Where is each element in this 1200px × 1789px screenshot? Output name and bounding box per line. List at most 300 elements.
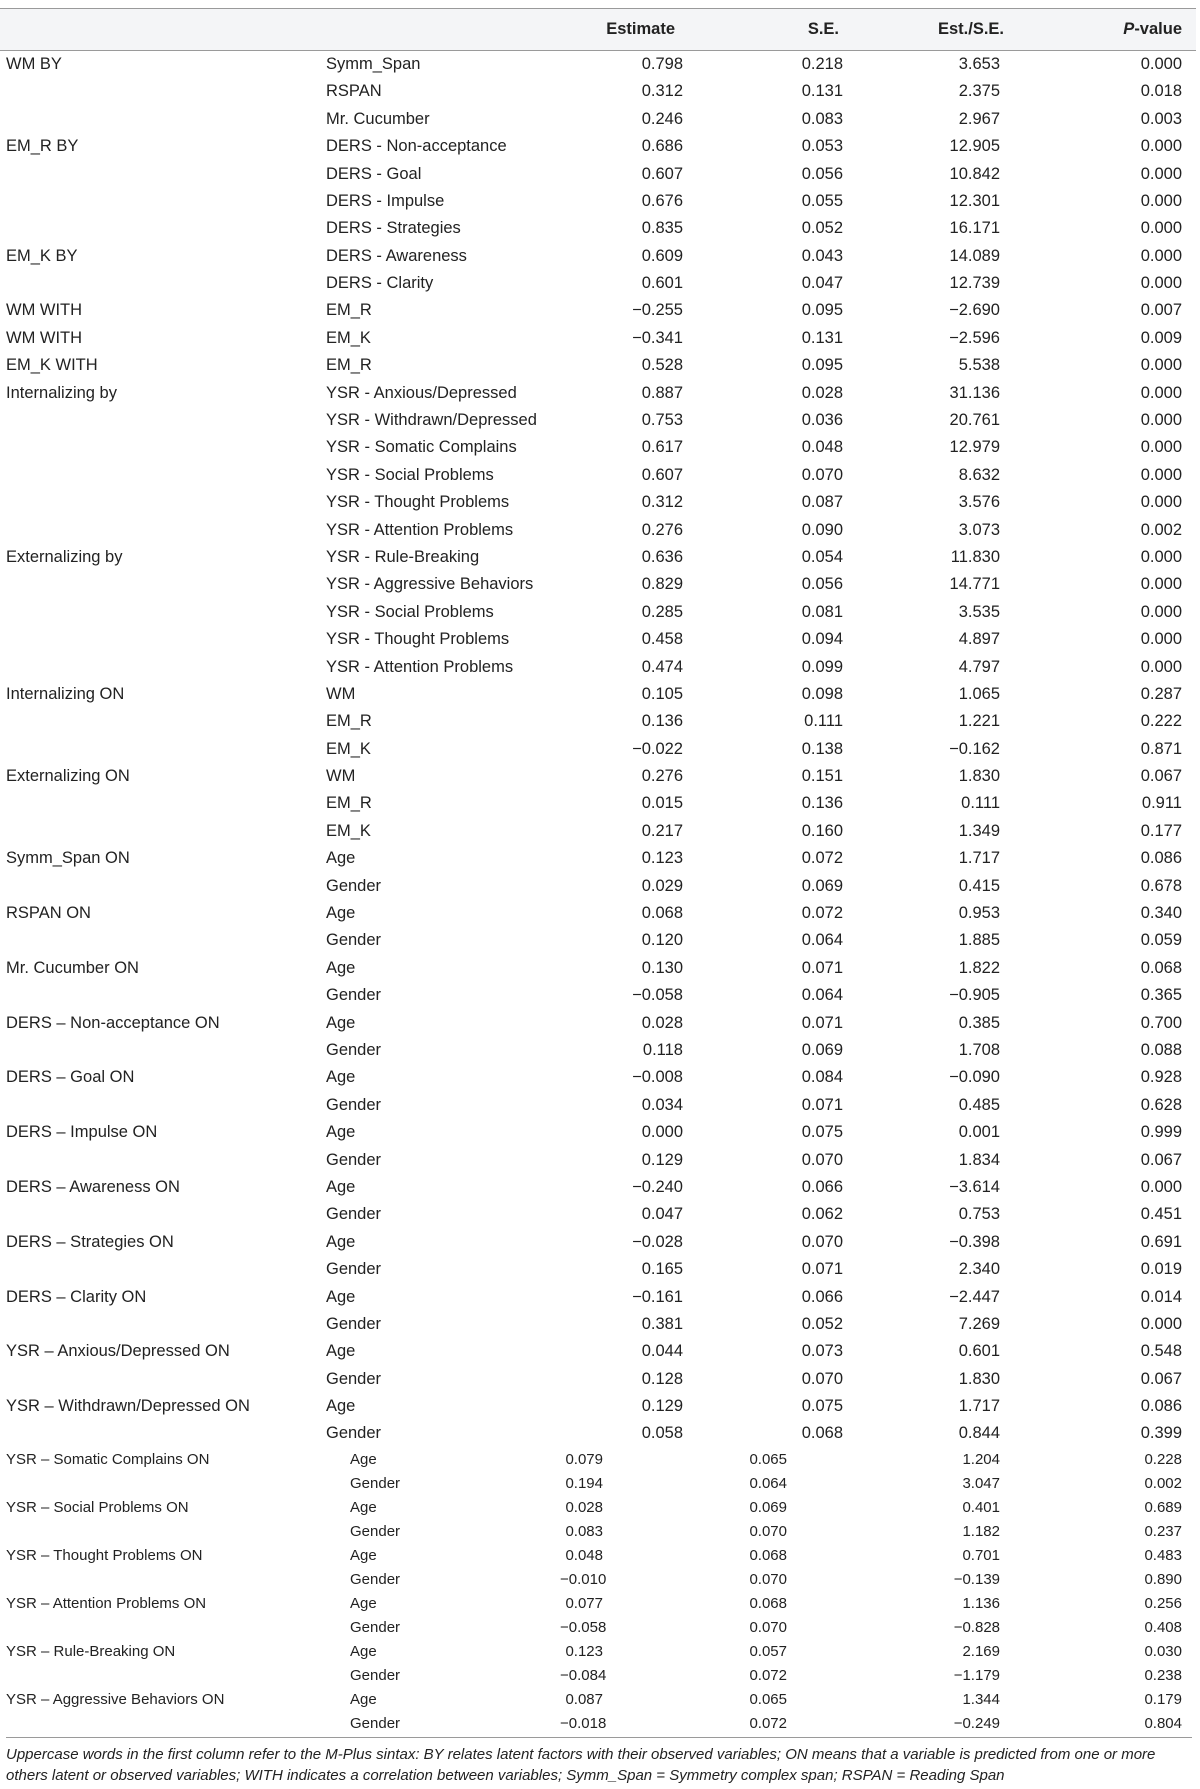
row-estimate: 0.105 [641,684,683,703]
row-label: YSR – Attention Problems ON [6,1594,207,1612]
table-row [0,1283,1196,1310]
row-variable: Gender [326,1314,382,1333]
header-p-rest: -value [1134,20,1182,38]
row-se: 0.070 [801,1232,843,1251]
table-row [0,352,1196,379]
row-estimate: 0.312 [641,493,683,512]
row-p-value: 0.890 [1144,1570,1182,1588]
row-label: Externalizing by [6,547,123,566]
row-label [0,653,320,680]
row-se: 0.064 [801,931,843,950]
row-label [0,270,320,297]
row-p-value: 0.068 [1140,958,1182,977]
row-est-se-ratio: 11.830 [950,547,1000,566]
row-estimate: −0.058 [560,1618,607,1636]
row-estimate: 0.058 [641,1424,683,1443]
row-se: 0.066 [801,1177,843,1196]
table-row [0,1393,1196,1420]
row-estimate: 0.835 [641,219,683,238]
table-row [0,708,1196,735]
row-estimate: 0.028 [565,1498,603,1516]
table-row [0,51,1196,78]
row-variable: YSR - Rule-Breaking [326,547,480,566]
row-p-value: 0.019 [1140,1260,1182,1279]
table-row [0,1543,1196,1567]
table-row [0,1471,1196,1495]
row-estimate: 0.029 [641,876,683,895]
row-est-se-ratio: −0.398 [949,1232,1000,1251]
row-se: 0.099 [801,657,843,676]
row-variable: Age [350,1450,377,1468]
row-p-value: 0.628 [1140,1095,1182,1114]
row-p-value: 0.000 [1140,164,1182,183]
row-p-value: 0.999 [1140,1123,1182,1142]
row-est-se-ratio: 1.834 [958,1150,1000,1169]
table-row [0,900,1196,927]
row-est-se-ratio: 1.708 [958,1041,1000,1059]
row-se: 0.069 [801,876,843,895]
row-variable: Age [326,1342,356,1361]
row-estimate: 0.194 [565,1474,603,1492]
row-se: 0.066 [801,1287,843,1306]
row-variable: DERS - Impulse [326,191,445,210]
row-estimate: 0.617 [641,438,683,457]
row-se: 0.160 [801,821,843,840]
row-est-se-ratio: 1.136 [962,1594,1000,1612]
row-label: YSR – Social Problems ON [6,1498,189,1516]
table-row [0,872,1196,899]
table-row [0,1119,1196,1146]
row-estimate: 0.044 [641,1342,683,1361]
row-variable: EM_K [326,821,371,840]
row-est-se-ratio: 20.761 [949,411,1000,430]
row-p-value: 0.222 [1140,712,1182,731]
row-se: 0.056 [801,164,843,183]
row-estimate: 0.000 [641,1123,683,1142]
row-variable: EM_R [326,712,372,731]
row-label: YSR – Withdrawn/Depressed ON [6,1397,250,1416]
row-label [0,571,320,598]
row-p-value: 0.000 [1140,137,1182,156]
row-se: 0.095 [801,356,843,375]
row-se: 0.055 [801,191,843,210]
row-variable: DERS - Strategies [326,219,461,238]
row-est-se-ratio: 3.535 [958,602,1000,621]
row-variable: YSR - Thought Problems [326,630,510,649]
row-se: 0.138 [801,739,843,758]
row-label [0,1091,320,1118]
row-se: 0.084 [801,1068,843,1087]
row-se: 0.072 [801,904,843,923]
row-label [0,1201,320,1228]
row-est-se-ratio: 12.905 [949,137,1000,156]
row-variable: Gender [350,1522,401,1540]
row-est-se-ratio: 1.822 [958,958,1000,977]
row-p-value: 0.086 [1140,849,1182,868]
row-estimate: 0.753 [641,411,683,430]
row-est-se-ratio: 0.601 [958,1342,1000,1361]
row-variable: Age [326,1232,356,1251]
row-estimate: 0.068 [641,904,683,923]
row-se: 0.056 [801,575,843,594]
row-label: YSR – Rule-Breaking ON [6,1642,176,1660]
header-p-italic: P [1123,20,1135,38]
row-label [0,1256,320,1283]
row-label: Mr. Cucumber ON [6,958,139,977]
row-se: 0.071 [801,1013,843,1032]
row-estimate: −0.022 [632,739,683,758]
row-se: 0.054 [801,547,843,566]
row-est-se-ratio: 0.111 [961,794,1000,813]
row-label [0,790,320,817]
row-est-se-ratio: 2.967 [958,109,1000,128]
row-est-se-ratio: 3.073 [958,520,1000,539]
header-se: S.E. [697,9,857,51]
row-p-value: 0.408 [1144,1618,1182,1636]
row-label [0,1146,320,1173]
row-label: YSR – Somatic Complains ON [6,1450,210,1468]
row-p-value: 0.009 [1140,328,1182,347]
row-est-se-ratio: −3.614 [949,1177,1000,1196]
row-estimate: 0.123 [565,1642,603,1660]
row-est-se-ratio: 0.485 [958,1095,1000,1114]
row-p-value: 0.000 [1140,630,1182,649]
row-p-value: 0.003 [1140,109,1182,128]
row-se: 0.069 [801,1041,843,1059]
row-p-value: 0.000 [1140,547,1182,566]
row-variable: Gender [326,1260,382,1279]
row-se: 0.043 [801,246,843,265]
row-variable: Mr. Cucumber [326,109,430,128]
row-est-se-ratio: 1.221 [958,712,1000,731]
table-row [0,1447,1196,1471]
table-row [0,434,1196,461]
row-variable: Gender [326,1041,382,1059]
row-estimate: 0.798 [560,51,697,78]
table-row [0,1037,1196,1064]
row-est-se-ratio: 1.830 [958,767,1000,786]
row-estimate: 0.285 [641,602,683,621]
row-se: 0.081 [801,602,843,621]
table-row [0,1639,1196,1663]
row-variable: Gender [326,1095,382,1114]
row-se: 0.068 [749,1594,787,1612]
row-p-value: 0.228 [1144,1450,1182,1468]
row-label [0,982,320,1009]
row-p-value: 0.000 [1140,657,1182,676]
header-p-value [1014,9,1196,51]
row-p-value: 0.000 [1140,191,1182,210]
row-label: DERS – Awareness ON [6,1177,180,1196]
row-label [0,407,320,434]
table-row [0,1495,1196,1519]
row-label: WM BY [0,51,320,78]
row-label: DERS – Clarity ON [6,1287,147,1306]
row-se: 0.075 [801,1123,843,1142]
row-variable: Gender [350,1570,401,1588]
row-p-value: 0.000 [1140,383,1182,402]
table-row [0,187,1196,214]
row-variable: YSR - Attention Problems [326,520,514,539]
row-est-se-ratio: −0.828 [953,1618,1000,1636]
header-estimate: Estimate [560,9,697,51]
table-row [0,407,1196,434]
row-p-value: 0.700 [1140,1013,1182,1032]
row-p-value: 0.911 [1141,794,1182,813]
row-p-value: 0.000 [1140,1177,1182,1196]
row-label: DERS – Non-acceptance ON [6,1013,220,1032]
row-se: 0.083 [801,109,843,128]
row-p-value: 0.000 [1140,602,1182,621]
row-variable: EM_R [326,301,372,320]
header-variable [320,9,560,51]
row-p-value: 0.000 [1140,411,1182,430]
row-se: 0.052 [801,1314,843,1333]
table-row [0,1338,1196,1365]
row-p-value: 0.067 [1140,767,1182,786]
row-p-value: 0.548 [1140,1342,1182,1361]
table-row [0,78,1196,105]
row-variable: WM [326,684,356,703]
row-est-se-ratio: 4.797 [958,657,1000,676]
table-row [0,379,1196,406]
row-se: 0.070 [801,1150,843,1169]
table-row [0,927,1196,954]
row-se: 0.071 [801,1095,843,1114]
row-label [0,1037,320,1064]
row-p-value: 0.804 [1144,1714,1182,1732]
row-estimate: 0.276 [641,767,683,786]
row-est-se-ratio: 0.753 [958,1205,1000,1224]
table-row [0,160,1196,187]
row-variable: Gender [326,931,382,950]
row-p-value: 0.002 [1140,520,1182,539]
table-row [0,215,1196,242]
row-se: 0.070 [749,1522,787,1540]
row-variable: Gender [326,1205,382,1224]
row-estimate: 0.123 [641,849,683,868]
row-variable: Age [326,958,356,977]
row-p-value: 0.928 [1140,1068,1182,1087]
row-label: Internalizing by [6,383,117,402]
row-estimate: 0.607 [641,164,683,183]
row-est-se-ratio: 3.653 [857,51,1014,78]
row-variable: Age [326,1068,356,1087]
row-label [0,598,320,625]
row-est-se-ratio: −1.179 [953,1666,1000,1684]
row-p-value: 0.000 [1140,1314,1182,1333]
row-label: RSPAN ON [6,904,91,923]
row-se: 0.065 [749,1450,787,1468]
table-row [0,598,1196,625]
row-est-se-ratio: −0.139 [953,1570,1000,1588]
row-estimate: 0.128 [641,1369,683,1388]
row-p-value: 0.237 [1144,1522,1182,1540]
row-p-value: 0.000 [1140,356,1182,375]
table-row [0,982,1196,1009]
table-row [0,1310,1196,1337]
row-label [0,516,320,543]
table-row [0,516,1196,543]
row-se: 0.028 [801,383,843,402]
row-label: YSR – Aggressive Behaviors ON [6,1690,225,1708]
row-label [0,1365,320,1392]
row-se: 0.064 [749,1474,787,1492]
table-row [0,763,1196,790]
row-p-value: 0.179 [1144,1690,1182,1708]
row-variable: YSR - Anxious/Depressed [326,383,517,402]
row-variable: Age [350,1690,377,1708]
row-se: 0.073 [801,1342,843,1361]
row-variable: Gender [350,1474,401,1492]
row-estimate: 0.047 [641,1205,683,1224]
row-se: 0.053 [801,137,843,156]
row-se: 0.072 [801,849,843,868]
row-label [0,489,320,516]
row-est-se-ratio: 1.344 [962,1690,1000,1708]
row-est-se-ratio: 1.830 [958,1369,1000,1388]
table-row [0,954,1196,981]
row-variable: Symm_Span [320,51,560,78]
row-se: 0.070 [749,1570,787,1588]
row-label [0,872,320,899]
row-se: 0.218 [697,51,857,78]
row-label [0,817,320,844]
row-p-value: 0.483 [1144,1546,1182,1564]
row-est-se-ratio: 0.401 [962,1498,1000,1516]
row-se: 0.072 [749,1714,787,1732]
row-est-se-ratio: 2.340 [958,1260,1000,1279]
table-row [0,1567,1196,1591]
row-label [0,626,320,653]
row-variable: Age [350,1546,377,1564]
row-estimate: 0.034 [641,1095,683,1114]
row-variable: EM_K [326,328,371,347]
row-estimate: 0.129 [641,1150,683,1169]
table-row [0,1420,1196,1447]
row-variable: Gender [350,1714,401,1732]
row-est-se-ratio: 1.717 [958,1397,1000,1416]
row-estimate: 0.676 [641,191,683,210]
row-estimate: 0.130 [641,958,683,977]
row-est-se-ratio: 0.415 [958,876,1000,895]
row-variable: RSPAN [326,82,382,101]
row-label: Symm_Span ON [6,849,130,868]
table-row [0,1174,1196,1201]
row-variable: YSR - Social Problems [326,465,494,484]
table-row [0,324,1196,351]
row-p-value: 0.088 [1140,1041,1182,1059]
row-estimate: −0.161 [632,1287,683,1306]
row-se: 0.047 [801,274,843,293]
row-se: 0.052 [801,219,843,238]
table-row [0,1146,1196,1173]
row-p-value: 0.000 [1140,575,1182,594]
row-label [0,1567,320,1591]
row-estimate: 0.276 [641,520,683,539]
row-est-se-ratio: 14.771 [949,575,1000,594]
row-label [0,78,320,105]
row-label: YSR – Anxious/Depressed ON [6,1342,230,1361]
row-est-se-ratio: 5.538 [958,356,1000,375]
row-est-se-ratio: 10.842 [949,164,1000,183]
row-label [0,1711,320,1735]
row-estimate: −0.255 [632,301,683,320]
row-estimate: 0.083 [565,1522,603,1540]
row-se: 0.090 [801,520,843,539]
row-est-se-ratio: 7.269 [958,1314,1000,1333]
header-est-se-ratio: Est./S.E. [857,9,1014,51]
row-label [0,1615,320,1639]
table-row [0,1256,1196,1283]
row-est-se-ratio: −2.596 [949,328,1000,347]
row-estimate: 0.028 [641,1013,683,1032]
row-variable: Gender [326,876,382,895]
table-row [0,297,1196,324]
row-p-value: 0.014 [1140,1287,1182,1306]
table-footnote: Uppercase words in the first column refer to the M-Plus sintax: BY relates latent factors with their observed variables; ON means that a variable is predicted from one or more others latent or observed variables; WITH indicates a correlation between variables; Symm_Span = Symmetry complex span; RSPAN = Reading Span [6,1737,1192,1786]
table-header-row [0,9,1196,51]
row-est-se-ratio: 12.739 [949,274,1000,293]
row-se: 0.131 [801,328,843,347]
table-row [0,1591,1196,1615]
row-p-value: 0.000 [1140,465,1182,484]
row-label: Internalizing ON [6,684,125,703]
row-estimate: −0.084 [560,1666,607,1684]
row-label [0,1420,320,1447]
row-p-value: 0.067 [1140,1150,1182,1169]
row-est-se-ratio: 0.701 [962,1546,1000,1564]
row-est-se-ratio: 1.204 [962,1450,1000,1468]
row-estimate: 0.217 [641,821,683,840]
row-se: 0.070 [749,1618,787,1636]
row-estimate: 0.048 [565,1546,603,1564]
row-variable: YSR - Attention Problems [326,657,514,676]
row-se: 0.036 [801,411,843,430]
table-row [0,133,1196,160]
table-row [0,653,1196,680]
row-label: DERS – Impulse ON [6,1123,158,1142]
row-se: 0.094 [801,630,843,649]
row-se: 0.131 [801,82,843,101]
row-variable: Gender [326,1150,382,1169]
row-estimate: 0.887 [641,383,683,402]
row-est-se-ratio: 8.632 [958,465,1000,484]
row-est-se-ratio: 1.885 [958,931,1000,950]
row-label: WM WITH [6,328,83,347]
row-se: 0.057 [749,1642,787,1660]
row-variable: Age [350,1642,377,1660]
row-p-value: 0.000 [1140,274,1182,293]
row-est-se-ratio: 0.385 [958,1013,1000,1032]
row-label: EM_K BY [6,246,78,265]
table-row [0,1519,1196,1543]
row-est-se-ratio: 0.844 [958,1424,1000,1443]
row-variable: Gender [326,1424,382,1443]
row-label: WM WITH [6,301,83,320]
row-estimate: 0.381 [641,1314,683,1333]
row-label [0,927,320,954]
row-variable: Age [326,849,356,868]
row-p-value: 0.000 [1140,219,1182,238]
row-p-value: 0.000 [1140,246,1182,265]
row-est-se-ratio: 3.576 [958,493,1000,512]
row-est-se-ratio: 1.065 [958,684,1000,703]
row-label: EM_R BY [6,137,79,156]
row-variable: Age [326,1287,356,1306]
row-est-se-ratio: −0.249 [953,1714,1000,1732]
table-row [0,790,1196,817]
